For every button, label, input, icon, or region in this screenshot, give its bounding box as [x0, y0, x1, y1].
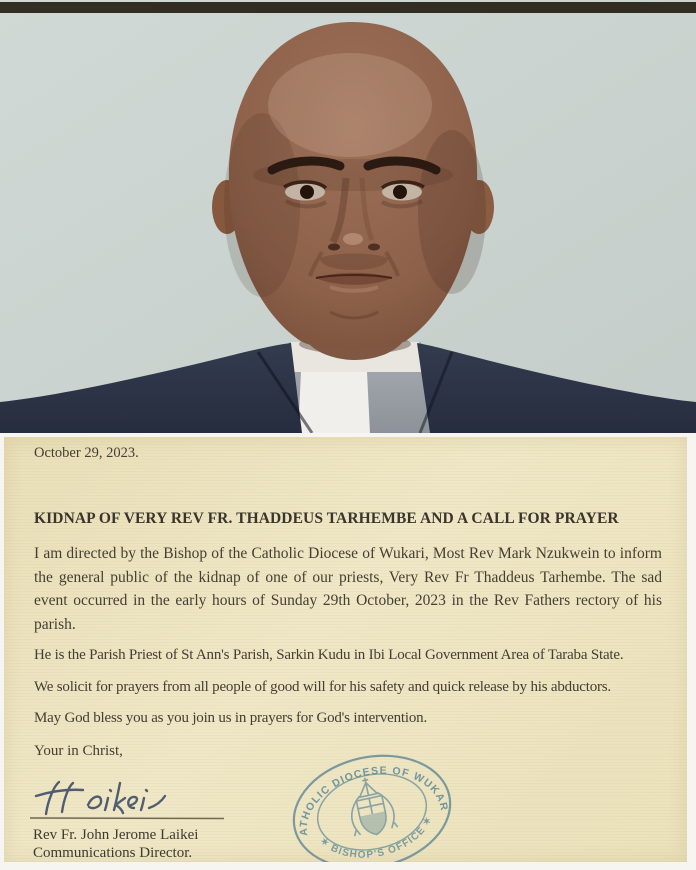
letter-paragraph: We solicit for prayers from all people of good will for his safety and quick release by his abductors.	[34, 678, 611, 695]
letter-paragraph: He is the Parish Priest of St Ann's Parish, Sarkin Kudu in Ibi Local Government Area of Taraba State.	[34, 647, 624, 663]
photo-top-border	[0, 2, 696, 13]
stamp-crest	[343, 773, 398, 839]
handwritten-signature	[28, 774, 238, 822]
clerical-collar-tab	[298, 372, 370, 433]
stamp-text-top: CATHOLIC DIOCESE OF WUKARI	[297, 764, 451, 837]
letter-paragraph: I am directed by the Bishop of the Catholic Diocese of Wukari, Most Rev Mark Nzukwein to inform the general public of the kidnap of one of our priests, Very Rev Fr Thaddeus Tarhembe. The sad event occurred in the early hours of Sunday 29th October, 2023 in the Rev Fathers rectory of his parish.	[34, 545, 662, 633]
signatory-title: Communications Director.	[33, 845, 193, 861]
diocese-seal-stamp	[288, 752, 456, 862]
letter-paragraph: May God bless you as you join us in prayers for God's intervention.	[34, 710, 427, 726]
letter-headline: KIDNAP OF VERY REV FR. THADDEUS TARHEMBE AND A CALL FOR PRAYER	[34, 510, 619, 527]
signature-line	[30, 818, 224, 819]
stamp-text-bottom: ✶ BISHOP'S OFFICE ✶	[317, 814, 435, 861]
signatory-name: Rev Fr. John Jerome Laikei	[33, 827, 199, 843]
portrait-illustration	[0, 0, 696, 433]
letter-closing: Your in Christ,	[34, 742, 123, 759]
letter-page	[4, 437, 687, 862]
priest-portrait-photo	[0, 0, 696, 433]
letter-date: October 29, 2023.	[34, 445, 139, 461]
